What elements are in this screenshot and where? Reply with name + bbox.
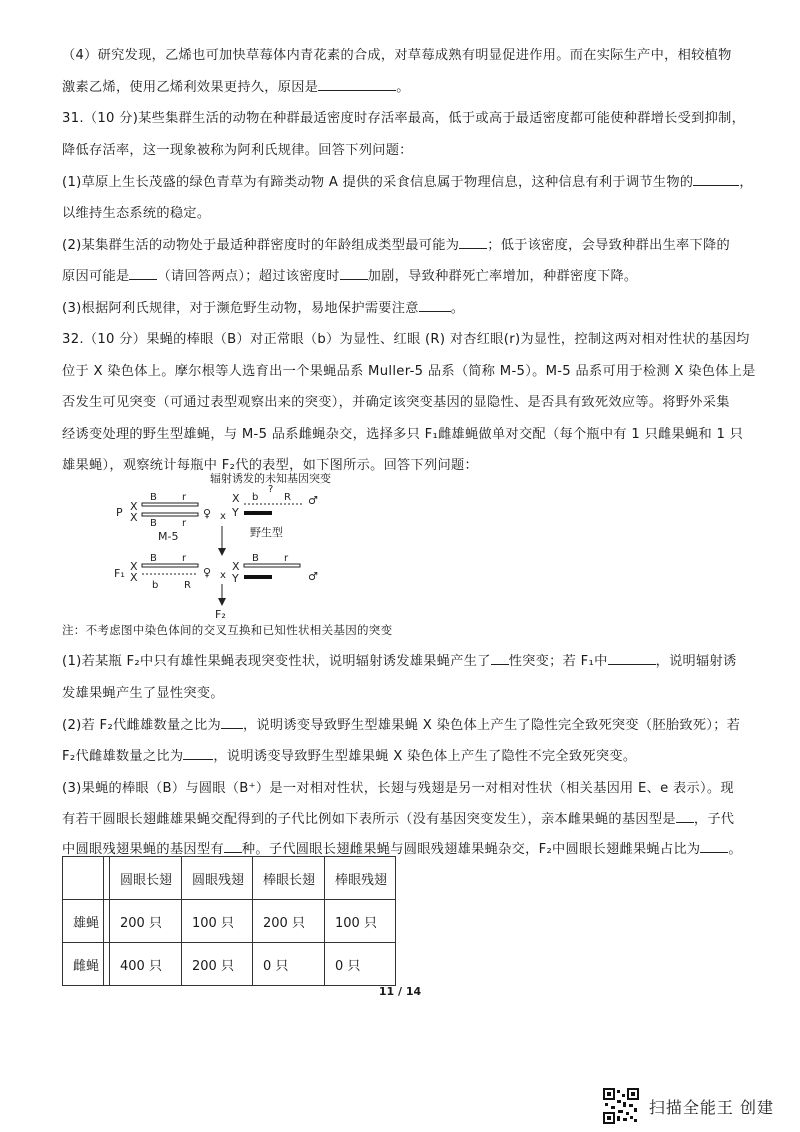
offspring-table [62,856,396,986]
q31-p1-text: (1)草原上生长茂盛的绿色青草为有蹄类动物 A 提供的采食信息属于物理信息，这种信息有利于调节生物的 [62,175,694,190]
answer-blank [318,78,396,91]
answer-blank [608,652,656,665]
answer-blank [693,173,739,186]
answer-blank [129,267,157,280]
q32-s2-text2: ，说明诱变导致野生型雄果蝇 X 染色体上产生了隐性完全致死突变（胚胎致死）；若 [242,718,741,733]
answer-blank [419,299,451,312]
q31-p2-cont [62,265,637,284]
answer-blank [221,716,243,729]
answer-blank [183,747,213,760]
q31-p2-text2: ；低于该密度，会导致种群出生率下降的 [487,238,731,253]
f1-male-y-chrom [244,575,272,579]
p-female-x2: X [130,511,138,524]
table-cell: 0 只 [325,943,396,986]
q32-line4: 经诱变处理的野生型雄蝇，与 M-5 品系雌蝇杂交，选择多只 F₁雌雄蝇做单对交配（每个瓶中有 1 只雌果蝇和 1 只 [62,427,744,442]
answer-blank [224,840,242,853]
p-male-y-chrom [244,511,272,515]
q32-s3-text3: 中圆眼残翅果蝇的基因型有 [62,842,224,857]
q31-p3-text: (3)根据阿利氏规律，对于濒危野生动物，易地保护需要注意 [62,301,419,316]
f1-female-x2: X [130,571,138,584]
answer-blank [491,652,509,665]
q32-line5: 雄果蝇），观察统计每瓶中 F₂代的表型，如下图所示。回答下列问题： [62,458,478,473]
table-header-cell [63,857,104,900]
q32-line2: 位于 X 染色体上。摩尔根等人选育出一个果蝇品系 Muller-5 品系（简称 M-5）。M-5 品系可用于检测 X 染色体上是 [62,364,756,379]
q31-p3-end: 。 [450,301,465,316]
q31-p1-end: ， [739,175,753,190]
table-cell: 200 只 [182,943,253,986]
label-f1: F₁ [114,567,125,580]
p-male-x: X [232,492,240,505]
f1-female-symbol: ♀ [203,566,212,579]
p-gene-R: R [284,492,291,503]
q32-s1-text2: 性突变；若 F₁中 [508,654,608,669]
f1-gene-r: r [182,553,187,564]
page-number: 11 / 14 [378,985,422,998]
answer-blank [700,840,728,853]
q32-s1-text3: ，说明辐射诱 [655,654,737,669]
table-cell: 0 只 [253,943,325,986]
q32-s3-text2: ，子代 [693,812,735,827]
p-chrom-2 [142,513,198,516]
p-gene-r: r [182,492,187,503]
q30-4-line1: （4）研究发现，乙烯也可加快草莓体内青花素的合成，对草莓成熟有明显促进作用。而在实际生产中，相较植物 [62,48,732,63]
f1-male-symbol: ♂ [308,570,318,583]
p-female-symbol: ♀ [203,507,212,520]
table-row [63,900,396,943]
f1-male-gene-r: r [284,553,289,564]
p-male-y: Y [232,506,239,519]
f1-chrom-1 [142,564,198,567]
q31-p1 [62,171,753,190]
table-cell: 200 只 [253,900,325,943]
p-gene-B-2: B [150,518,157,529]
q32-s2 [62,714,740,733]
diagram-title: 辐射诱发的未知基因突变 [210,472,331,485]
label-f2: F₂ [215,608,226,621]
q31-p2-text: (2)某集群生活的动物处于最适种群密度时的年龄组成类型最可能为 [62,238,460,253]
qr-code-icon [603,1088,639,1124]
f1-gene-B: B [150,553,157,564]
p-label-m5: M-5 [158,530,179,543]
p-female-x1: X [130,500,138,513]
f1-cross-sign: x [220,570,226,581]
q31-p2-text5: 加剧，导致种群死亡率增加，种群密度下降。 [367,269,638,284]
q31-p1-cont: 以维持生态系统的稳定。 [62,206,211,221]
q32-s2-cont [62,745,636,764]
f1-male-x-chrom [244,564,300,567]
q32-s3-line2 [62,808,734,827]
table-cell: 200 只 [110,900,182,943]
q32-s1-cont: 发雄果蝇产生了显性突变。 [62,686,224,701]
p-question-mark: ? [268,484,274,495]
q32-s3-line3 [62,838,742,857]
f1-male-x: X [232,560,240,573]
watermark-text: 扫描全能王 创建 [648,1097,774,1117]
table-header-cell: 圆眼残翅 [182,857,253,900]
table-row [63,943,396,986]
p-gene-B: B [150,492,157,503]
q32-s2-text3: F₂代雌雄数量之比为 [62,749,184,764]
table-cell: 400 只 [110,943,182,986]
q31-p2-text3: 原因可能是 [62,269,130,284]
q32-s2-text: (2)若 F₂代雌雄数量之比为 [62,718,221,733]
q31-p2-text4: （请回答两点）；超过该密度时 [157,269,340,284]
q31-line2: 降低存活率，这一现象被称为阿利氏规律。回答下列问题： [62,143,413,158]
q31-line1: 31.（10 分)某些集群生活的动物在种群最适密度时存活率最高，低于或高于最适密度都可能使种群增长受到抑制， [62,111,746,126]
q32-s3-end: 。 [728,842,742,857]
q32-line3: 否发生可见突变（可通过表型观察出来的突变），并确定该突变基因的显隐性、是否具有致死效应等。将野外采集 [62,395,730,410]
label-p: P [116,506,123,519]
f1-male-gene-B: B [252,553,259,564]
answer-blank [676,810,694,823]
p-chrom-1 [142,503,198,506]
table-header-cell: 棒眼残翅 [325,857,396,900]
q30-4-text: 激素乙烯，使用乙烯利效果更持久，原因是 [62,80,319,95]
p-gene-b: b [252,492,259,503]
p-gene-r-2: r [182,518,187,529]
diagram-note: 注：不考虑图中染色体间的交叉互换和已知性状相关基因的突变 [62,623,393,637]
q32-s3-text: 有若干圆眼长翅雌雄果蝇交配得到的子代比例如下表所示（没有基因突变发生），亲本雌果蝇的基因型是 [62,812,676,827]
f1-gene-b: b [152,580,159,591]
f1-gene-R: R [184,580,191,591]
p-label-wild: 野生型 [250,526,283,539]
q32-line1: 32.（10 分）果蝇的棒眼（B）对正常眼（b）为显性、红眼 (R) 对杏红眼(r)为显性，控制这两对相对性状的基因均 [62,332,750,347]
cross-diagram [100,470,360,630]
p-male-symbol: ♂ [308,494,318,507]
table-header-row [63,857,396,900]
f1-male-y: Y [232,572,239,585]
q32-s2-text4: ，说明诱变导致野生型雄果蝇 X 染色体上产生了隐性不完全致死突变。 [213,749,637,764]
q32-s3-text4: 种。子代圆眼长翅雌果蝇与圆眼残翅雄果蝇杂交，F₂中圆眼长翅雌果蝇占比为 [241,842,701,857]
row-label: 雄蝇 [63,900,104,943]
arrow-p-f1-head [218,548,226,556]
answer-blank [340,267,368,280]
table-header-cell: 圆眼长翅 [110,857,182,900]
table-cell: 100 只 [182,900,253,943]
scanner-watermark [603,1088,774,1124]
row-label: 雌蝇 [63,943,104,986]
q30-4-end: 。 [396,80,410,95]
p-cross-sign: x [220,511,226,522]
q31-p2 [62,234,730,253]
arrow-f1-f2-head [218,598,226,606]
answer-blank [459,236,487,249]
table-cell: 100 只 [325,900,396,943]
q32-s1 [62,650,737,669]
q32-s3-line1: (3)果蝇的棒眼（B）与圆眼（B⁺）是一对相对性状，长翅与残翅是另一对相对性状（相关基因用 E、e 表示）。现 [62,781,734,796]
q31-p3 [62,297,464,316]
q32-s1-text: (1)若某瓶 F₂中只有雄性果蝇表现突变性状，说明辐射诱发雄果蝇产生了 [62,654,491,669]
f1-female-x1: X [130,560,138,573]
table-header-cell: 棒眼长翅 [253,857,325,900]
q30-4-line2 [62,76,410,95]
